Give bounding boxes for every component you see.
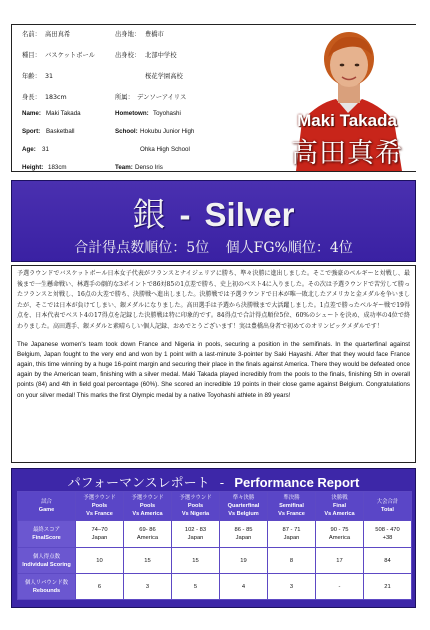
table-cell: 102 - 83 Japan xyxy=(172,521,220,548)
value-team-jp: デンソーアイリス xyxy=(137,94,187,101)
row-header: 個人得点数 Individual Scoring xyxy=(18,548,76,574)
table-cell: 90 - 75 America xyxy=(316,521,364,548)
table-cell: 15 xyxy=(172,548,220,574)
table-cell: 86 - 85 Japan xyxy=(220,521,268,548)
table-cell: 508 - 470 +38 xyxy=(364,521,412,548)
label-hometown-en: Hometown: xyxy=(115,110,149,117)
value-hometown-jp: 豊橋市 xyxy=(145,31,164,38)
medal-title xyxy=(12,189,415,236)
table-cell: 6 xyxy=(76,574,124,600)
performance-title-dash: - xyxy=(219,476,225,491)
label-height-jp: 身長： xyxy=(22,94,41,101)
value-age-en: 31 xyxy=(42,146,49,153)
summary-jp: 予選ラウンドでバスケットボール日本女子代表がフランスとナイジェリアに勝ち、準々決勝に進出しました。そこで強豪のベルギーと対戦し、最後まで一生懸命戦い、林選手の劇的な3ポイントで86対85の1点差で勝ち、史上初のベスト4に入りました。その次は予選ラウンドで苦労して勝ったフランスと対戦し、16点の大差で勝ち、決勝戦へ進出しました。決勝戦では予選ラウンドで日本が唯一敗北したアメリカと金メダルを争いましたが、そこでは日本が負けてしまい、銀メダルになりました。高田選手は予選から決勝戦まで大活躍しました。1点差で勝ったベルギー戦で19得点を、日本代表でベスト4の17得点を記録した決勝戦は特に印象的です。84得点で合計得点順位5位、60%のシュートを決め、成功率の4位で終わりました。高田選手、銀メダルと素晴らしい個人記録、おめでとうございます！実は豊橋出身者で初めてのオリンピックメダルです！ xyxy=(17,270,410,330)
row-header: 個人リバウンド数 Rebounds xyxy=(18,574,76,600)
table-header-row xyxy=(18,492,412,521)
table-header-cell: 予選ラウンド Pools Vs France xyxy=(76,492,124,521)
label-age-jp: 年齢： xyxy=(22,73,41,80)
table-cell: 4 xyxy=(220,574,268,600)
label-school-en: School: xyxy=(115,128,138,135)
label-age-en: Age: xyxy=(22,146,36,153)
value-age-jp: 31 xyxy=(45,73,54,80)
value-height-jp: 183cm xyxy=(45,94,67,101)
value-school-jp: 北部中学校 xyxy=(145,52,177,59)
performance-table xyxy=(17,491,412,600)
table-cell: 3 xyxy=(268,574,316,600)
label-school-jp: 出身校： xyxy=(115,52,141,59)
table-cell: 17 xyxy=(316,548,364,574)
table-cell: 8 xyxy=(268,548,316,574)
table-row-final-score xyxy=(18,521,412,548)
value-school2-jp: 桜花学園高校 xyxy=(145,73,183,80)
table-cell: 84 xyxy=(364,548,412,574)
table-header-cell: 準々決勝 Quarterfinal Vs Belgium xyxy=(220,492,268,521)
performance-title-en: Performance Report xyxy=(234,475,360,490)
value-sport-jp: バスケットボール xyxy=(45,52,95,59)
label-sport-jp: 種目： xyxy=(22,52,41,59)
athlete-name-en: Maki Takada xyxy=(297,111,397,130)
value-name-jp: 高田真希 xyxy=(45,31,71,38)
table-cell: 87 - 71 Japan xyxy=(268,521,316,548)
table-cell: 21 xyxy=(364,574,412,600)
summary-en: The Japanese women's team took down France and Nigeria in pools, securing a position in the semifinals. In the quarterfinal against Belgium, Japan fought to the very end and won by 1 point with a last-minute 3-pointer by Saki Hayashi. After that they would face France again, this time winning by a huge 16-point margin and securing their place in the finals against America. There they would be defeated once again by the American team, finishing with a silver medal. Maki Takada played incredibly from the pools to the finals, finishing 5th in overall points (84) and 4th in field goal percentage (60%). She scored an incredible 19 points in their close game against Belgium. Congratulations on your silver medal! This marks the first Olympic medal by a native Toyohashi athlete in 89 years! xyxy=(17,340,410,399)
rank-fg-percent: 個人FG%順位：4位 xyxy=(225,240,353,256)
table-cell: 10 xyxy=(76,548,124,574)
table-cell: 15 xyxy=(124,548,172,574)
performance-title xyxy=(12,472,415,491)
performance-report xyxy=(11,468,416,608)
table-cell: 74–70 Japan xyxy=(76,521,124,548)
table-header-cell: 決勝戦 Final Vs America xyxy=(316,492,364,521)
label-name-en: Name: xyxy=(22,110,41,117)
value-name-en: Maki Takada xyxy=(46,110,81,117)
label-team-en: Team: xyxy=(115,164,133,171)
athlete-photo xyxy=(278,25,416,171)
value-hometown-en: Toyohashi xyxy=(153,110,181,117)
table-header-cell: 準決勝 Semifinal Vs France xyxy=(268,492,316,521)
label-sport-en: Sport: xyxy=(22,128,41,135)
table-header-cell: 予選ラウンド Pools Vs Nigeria xyxy=(172,492,220,521)
medal-banner xyxy=(11,180,416,262)
label-height-en: Height: xyxy=(22,164,44,171)
table-cell: 69- 86 America xyxy=(124,521,172,548)
table-cell: 3 xyxy=(124,574,172,600)
performance-title-jp: パフォーマンスレポート xyxy=(67,476,210,491)
table-row-individual-scoring xyxy=(18,548,412,574)
rank-total-points: 合計得点数順位：5位 xyxy=(74,240,210,256)
table-header-cell: 試合 Game xyxy=(18,492,76,521)
value-sport-en: Basketball xyxy=(46,128,75,135)
table-row-rebounds xyxy=(18,574,412,600)
table-header-cell: 予選ラウンド Pools Vs America xyxy=(124,492,172,521)
value-school2-en: Ohka High School xyxy=(140,146,190,153)
table-cell: 19 xyxy=(220,548,268,574)
table-header-cell: 大会合計 Total xyxy=(364,492,412,521)
rank-line xyxy=(12,237,415,257)
table-cell: - xyxy=(316,574,364,600)
summary-box xyxy=(11,265,416,463)
value-school-en: Hokubu Junior High xyxy=(140,128,195,135)
value-team-en: Denso Iris xyxy=(135,164,163,171)
label-name-jp: 名前： xyxy=(22,31,41,38)
label-hometown-jp: 出身地： xyxy=(115,31,141,38)
label-team-jp: 所属： xyxy=(115,94,134,101)
medal-dash: - xyxy=(179,196,191,233)
medal-jp: 銀 xyxy=(132,195,166,234)
profile-card xyxy=(11,24,416,172)
medal-en: Silver xyxy=(204,196,295,233)
value-height-en: 183cm xyxy=(48,164,67,171)
table-cell: 5 xyxy=(172,574,220,600)
athlete-name-jp: 高田真希 xyxy=(291,138,403,169)
row-header: 最終スコア FinalScore xyxy=(18,521,76,548)
